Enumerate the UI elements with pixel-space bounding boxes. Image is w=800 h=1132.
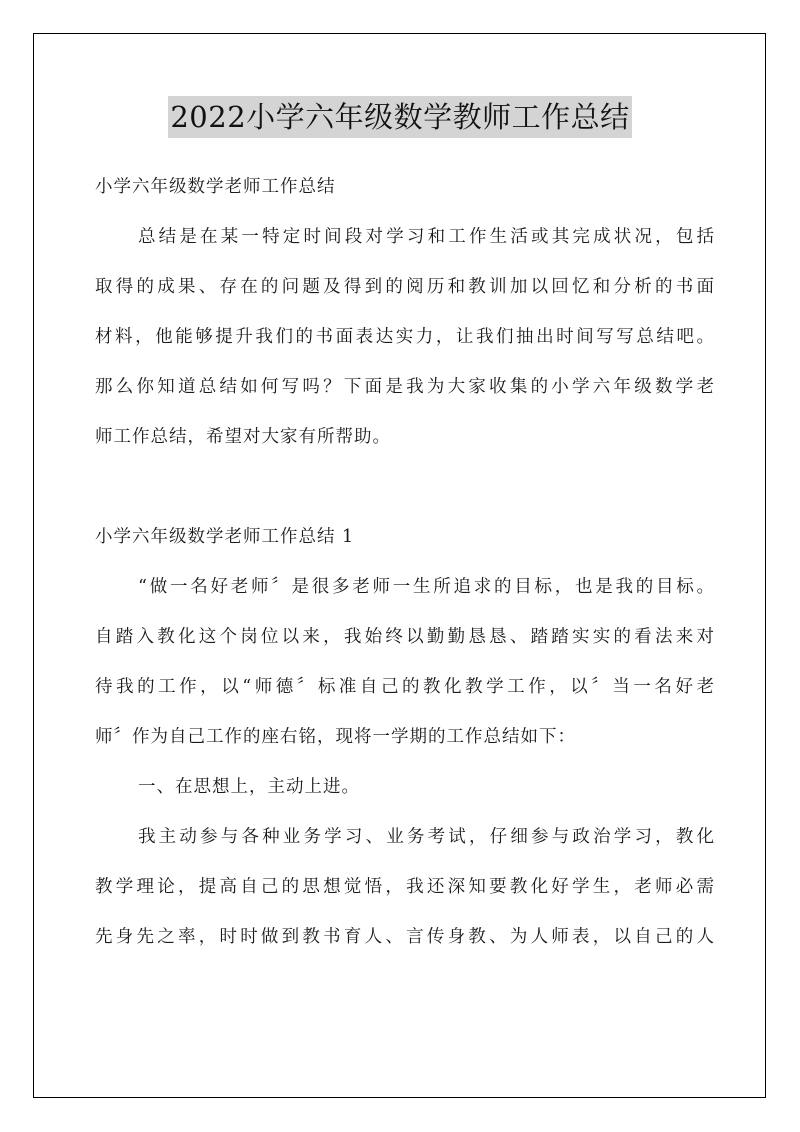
intro-line: 那么你知道总结如何写吗？下面是我为大家收集的小学六年级数学老 — [95, 377, 715, 397]
paragraph-line: 我主动参与各种业务学习、业务考试，仔细参与政治学习，教化 — [138, 827, 715, 847]
paragraph-spacer — [95, 462, 715, 512]
paragraph-line: “做一名好老师〞是很多老师一生所追求的目标，也是我的目标。 — [138, 577, 715, 597]
subtitle: 小学六年级数学老师工作总结 — [95, 177, 336, 197]
title-container — [0, 96, 800, 138]
intro-line: 取得的成果、存在的问题及得到的阅历和教训加以回忆和分析的书面 — [95, 277, 715, 297]
paragraph-line: 先身先之率，时时做到教书育人、言传身教、为人师表，以自己的人 — [95, 927, 715, 947]
paragraph-line: 教学理论，提高自己的思想觉悟，我还深知要教化好学生，老师必需 — [95, 877, 715, 897]
intro-line: 师工作总结，希望对大家有所帮助。 — [95, 427, 391, 447]
document-body — [95, 162, 715, 962]
section-heading: 小学六年级数学老师工作总结 1 — [95, 527, 355, 547]
document-title: 2022小学六年级数学教师工作总结 — [168, 96, 631, 138]
point-heading: 一、在思想上，主动上进。 — [138, 777, 360, 797]
paragraph-line: 自踏入教化这个岗位以来，我始终以勤勤恳恳、踏踏实实的看法来对 — [95, 627, 715, 647]
paragraph-line: 师〞作为自己工作的座右铭，现将一学期的工作总结如下： — [95, 727, 576, 747]
intro-line: 材料，他能够提升我们的书面表达实力，让我们抽出时间写写总结吧。 — [95, 327, 715, 347]
paragraph-line: 待我的工作，以“师德〞标准自己的教化教学工作，以〞当一名好老 — [95, 677, 715, 697]
intro-line: 总结是在某一特定时间段对学习和工作生活或其完成状况，包括 — [138, 227, 715, 247]
